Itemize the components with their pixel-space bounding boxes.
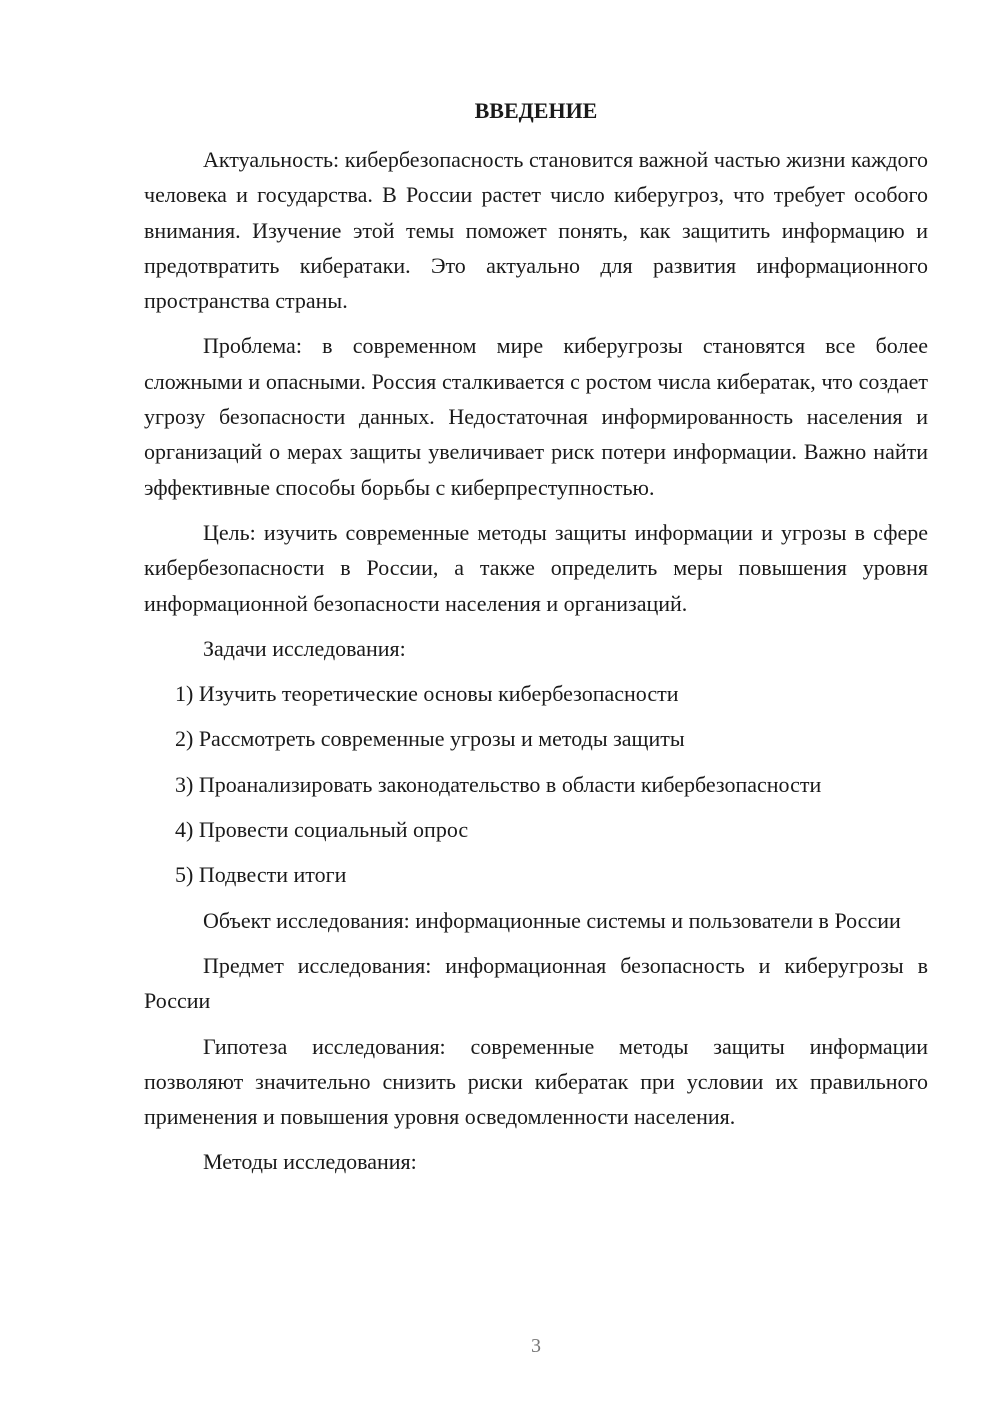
list-item: 2) Рассмотреть современные угрозы и методы защиты bbox=[175, 726, 685, 752]
document-body bbox=[144, 142, 928, 1190]
list-item: 5) Подвести итоги bbox=[175, 862, 347, 888]
tasks-heading: Задачи исследования: bbox=[203, 635, 406, 661]
methods-heading: Методы исследования: bbox=[203, 1149, 417, 1175]
goal-paragraph: Цель: изучить современные методы защиты информации и угрозы в сфере кибербезопасности в России, а также определить меры повышения уровня информационной безопасности населения и организаций. bbox=[144, 519, 928, 616]
tasks-list bbox=[144, 676, 928, 892]
problem-paragraph: Проблема: в современном мире киберугрозы становятся все более сложными и опасными. Россия сталкивается с ростом числа кибератак, что создает угрозу безопасности данных. Недостаточная информированность населения и организаций о мерах защиты увеличивает риск потери информации. Важно найти эффективные способы борьбы с киберпреступностью. bbox=[144, 333, 928, 500]
subject-paragraph: Предмет исследования: информационная безопасность и киберугрозы в России bbox=[144, 952, 928, 1014]
list-item: 1) Изучить теоретические основы кибербезопасности bbox=[175, 681, 679, 707]
list-item: 4) Провести социальный опрос bbox=[175, 817, 469, 843]
page-number: 3 bbox=[531, 1335, 541, 1357]
relevance-paragraph: Актуальность: кибербезопасность становится важной частью жизни каждого человека и государства. В России растет число киберугроз, что требует особого внимания. Изучение этой темы поможет понять, как защитить информацию и предотвратить кибератаки. Это актуально для развития информационного пространства страны. bbox=[144, 147, 928, 314]
hypothesis-paragraph: Гипотеза исследования: современные методы защиты информации позволяют значительно снизить риски кибератак при условии их правильного применения и повышения уровня осведомленности населения. bbox=[144, 1033, 928, 1130]
list-item: 3) Проанализировать законодательство в области кибербезопасности bbox=[175, 771, 822, 797]
page-title: ВВЕДЕНИЕ bbox=[474, 98, 598, 123]
object-paragraph: Объект исследования: информационные системы и пользователи в России bbox=[203, 907, 901, 933]
